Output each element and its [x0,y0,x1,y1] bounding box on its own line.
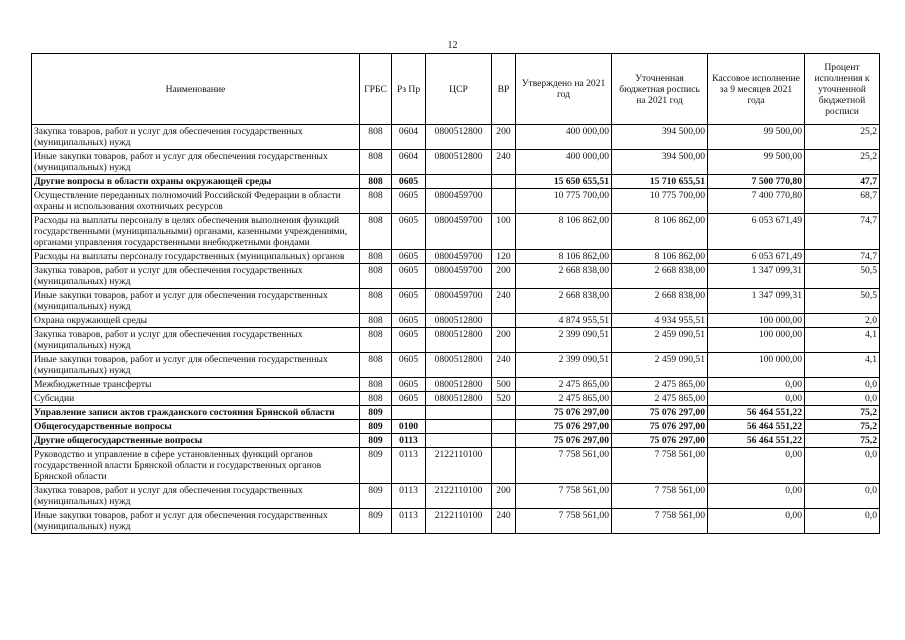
cell-rzpr: 0605 [392,378,426,392]
cell-vr [492,420,516,434]
cell-revised: 4 934 955,51 [612,314,708,328]
cell-cash: 7 500 770,80 [708,175,805,189]
header-vr: ВР [492,54,516,125]
cell-csr: 0800459700 [426,189,492,214]
cell-csr: 0800512800 [426,353,492,378]
table-row [32,448,880,484]
cell-grbs: 808 [360,189,392,214]
cell-csr: 0800512800 [426,378,492,392]
header-rzpr: Рз Пр [392,54,426,125]
cell-grbs: 808 [360,264,392,289]
cell-vr [492,434,516,448]
cell-vr: 500 [492,378,516,392]
cell-csr: 0800512800 [426,392,492,406]
cell-csr [426,406,492,420]
table-row [32,420,880,434]
cell-name: Охрана окружающей среды [32,314,360,328]
cell-name: Расходы на выплаты персоналу в целях обеспечения выполнения функций государственными (муниципальными) органами, казенными учреждениями, органами управления государственными внебюджетными фондами [32,214,360,250]
cell-rzpr: 0605 [392,314,426,328]
cell-rzpr: 0113 [392,448,426,484]
table-row [32,328,880,353]
cell-name: Закупка товаров, работ и услуг для обеспечения государственных (муниципальных) нужд [32,328,360,353]
table-row [32,250,880,264]
cell-revised: 2 668 838,00 [612,264,708,289]
cell-vr: 200 [492,264,516,289]
cell-revised: 2 475 865,00 [612,378,708,392]
cell-rzpr: 0604 [392,125,426,150]
cell-percent: 68,7 [805,189,880,214]
cell-cash: 6 053 671,49 [708,250,805,264]
cell-rzpr: 0113 [392,509,426,534]
cell-name: Управление записи актов гражданского состояния Брянской области [32,406,360,420]
cell-approved: 75 076 297,00 [516,434,612,448]
cell-grbs: 808 [360,378,392,392]
cell-revised: 394 500,00 [612,125,708,150]
cell-vr: 520 [492,392,516,406]
cell-cash: 56 464 551,22 [708,420,805,434]
cell-csr: 0800459700 [426,289,492,314]
cell-approved: 10 775 700,00 [516,189,612,214]
cell-percent: 25,2 [805,125,880,150]
cell-csr: 0800512800 [426,125,492,150]
cell-cash: 0,00 [708,509,805,534]
cell-cash: 0,00 [708,392,805,406]
cell-cash: 0,00 [708,484,805,509]
cell-rzpr: 0605 [392,289,426,314]
cell-vr [492,406,516,420]
cell-name: Осуществление переданных полномочий Российской Федерации в области охраны и использования охотничьих ресурсов [32,189,360,214]
cell-approved: 15 650 655,51 [516,175,612,189]
header-csr: ЦСР [426,54,492,125]
table-body [32,125,880,534]
cell-revised: 75 076 297,00 [612,420,708,434]
cell-approved: 400 000,00 [516,125,612,150]
table-row [32,125,880,150]
cell-rzpr: 0605 [392,214,426,250]
cell-grbs: 808 [360,125,392,150]
cell-grbs: 808 [360,150,392,175]
cell-revised: 10 775 700,00 [612,189,708,214]
cell-vr: 120 [492,250,516,264]
cell-grbs: 809 [360,484,392,509]
cell-csr: 2122110100 [426,509,492,534]
cell-approved: 7 758 561,00 [516,509,612,534]
cell-cash: 1 347 099,31 [708,264,805,289]
cell-revised: 2 459 090,51 [612,353,708,378]
cell-grbs: 808 [360,353,392,378]
table-row [32,189,880,214]
cell-rzpr: 0100 [392,420,426,434]
cell-revised: 7 758 561,00 [612,509,708,534]
cell-approved: 400 000,00 [516,150,612,175]
cell-approved: 2 668 838,00 [516,289,612,314]
table-row [32,214,880,250]
cell-rzpr: 0605 [392,328,426,353]
cell-revised: 8 106 862,00 [612,250,708,264]
cell-approved: 2 668 838,00 [516,264,612,289]
table-header-row [32,54,880,125]
cell-grbs: 808 [360,289,392,314]
cell-grbs: 808 [360,175,392,189]
cell-approved: 7 758 561,00 [516,448,612,484]
cell-revised: 7 758 561,00 [612,484,708,509]
cell-vr: 200 [492,484,516,509]
cell-vr [492,314,516,328]
table-row [32,484,880,509]
cell-cash: 0,00 [708,448,805,484]
cell-revised: 2 459 090,51 [612,328,708,353]
table-row [32,314,880,328]
cell-revised: 8 106 862,00 [612,214,708,250]
cell-cash: 100 000,00 [708,353,805,378]
cell-rzpr: 0605 [392,353,426,378]
cell-vr: 200 [492,125,516,150]
table-row [32,406,880,420]
cell-percent: 4,1 [805,328,880,353]
cell-percent: 75,2 [805,420,880,434]
cell-name: Иные закупки товаров, работ и услуг для обеспечения государственных (муниципальных) нужд [32,289,360,314]
cell-approved: 7 758 561,00 [516,484,612,509]
cell-rzpr: 0113 [392,434,426,448]
cell-rzpr [392,406,426,420]
cell-cash: 0,00 [708,378,805,392]
cell-approved: 2 475 865,00 [516,378,612,392]
cell-grbs: 808 [360,392,392,406]
cell-percent: 25,2 [805,150,880,175]
cell-csr: 2122110100 [426,484,492,509]
cell-percent: 50,5 [805,289,880,314]
cell-vr: 100 [492,214,516,250]
table-row [32,378,880,392]
cell-approved: 8 106 862,00 [516,250,612,264]
cell-approved: 2 475 865,00 [516,392,612,406]
cell-csr: 0800459700 [426,264,492,289]
cell-grbs: 809 [360,406,392,420]
cell-grbs: 809 [360,448,392,484]
cell-name: Руководство и управление в сфере установленных функций органов государственной власти Брянской области и государственных органов Брянской области [32,448,360,484]
cell-approved: 2 399 090,51 [516,353,612,378]
cell-revised: 394 500,00 [612,150,708,175]
budget-table [31,53,880,534]
cell-vr [492,448,516,484]
cell-csr: 0800459700 [426,214,492,250]
cell-csr [426,434,492,448]
cell-vr [492,175,516,189]
cell-rzpr: 0605 [392,175,426,189]
cell-revised: 7 758 561,00 [612,448,708,484]
cell-cash: 6 053 671,49 [708,214,805,250]
header-name: Наименование [32,54,360,125]
cell-grbs: 808 [360,214,392,250]
cell-csr: 0800512800 [426,314,492,328]
table-row [32,175,880,189]
cell-name: Межбюджетные трансферты [32,378,360,392]
cell-revised: 2 475 865,00 [612,392,708,406]
cell-cash: 56 464 551,22 [708,406,805,420]
cell-vr: 240 [492,289,516,314]
cell-csr: 2122110100 [426,448,492,484]
cell-name: Общегосударственные вопросы [32,420,360,434]
cell-vr: 240 [492,150,516,175]
cell-rzpr: 0605 [392,392,426,406]
header-grbs: ГРБС [360,54,392,125]
cell-csr [426,420,492,434]
cell-percent: 75,2 [805,406,880,420]
cell-approved: 75 076 297,00 [516,420,612,434]
cell-csr [426,175,492,189]
cell-name: Закупка товаров, работ и услуг для обеспечения государственных (муниципальных) нужд [32,125,360,150]
cell-approved: 8 106 862,00 [516,214,612,250]
cell-name: Расходы на выплаты персоналу государственных (муниципальных) органов [32,250,360,264]
cell-name: Иные закупки товаров, работ и услуг для обеспечения государственных (муниципальных) нужд [32,509,360,534]
cell-grbs: 808 [360,250,392,264]
cell-rzpr: 0605 [392,264,426,289]
cell-revised: 2 668 838,00 [612,289,708,314]
cell-revised: 75 076 297,00 [612,406,708,420]
cell-revised: 15 710 655,51 [612,175,708,189]
cell-percent: 0,0 [805,378,880,392]
cell-rzpr: 0605 [392,189,426,214]
cell-percent: 74,7 [805,250,880,264]
cell-percent: 2,0 [805,314,880,328]
cell-rzpr: 0113 [392,484,426,509]
cell-percent: 4,1 [805,353,880,378]
cell-rzpr: 0604 [392,150,426,175]
cell-approved: 2 399 090,51 [516,328,612,353]
cell-cash: 99 500,00 [708,125,805,150]
cell-grbs: 809 [360,434,392,448]
cell-percent: 75,2 [805,434,880,448]
cell-csr: 0800512800 [426,328,492,353]
cell-name: Субсидии [32,392,360,406]
cell-approved: 4 874 955,51 [516,314,612,328]
cell-cash: 56 464 551,22 [708,434,805,448]
cell-grbs: 809 [360,509,392,534]
cell-vr [492,189,516,214]
cell-cash: 7 400 770,80 [708,189,805,214]
header-percent: Процент исполнения к уточненной бюджетной росписи [805,54,880,125]
cell-rzpr: 0605 [392,250,426,264]
table-row [32,264,880,289]
table-row [32,353,880,378]
cell-percent: 0,0 [805,448,880,484]
cell-vr: 240 [492,353,516,378]
cell-approved: 75 076 297,00 [516,406,612,420]
cell-percent: 50,5 [805,264,880,289]
cell-cash: 100 000,00 [708,328,805,353]
cell-revised: 75 076 297,00 [612,434,708,448]
cell-grbs: 809 [360,420,392,434]
table-row [32,392,880,406]
cell-name: Другие вопросы в области охраны окружающей среды [32,175,360,189]
cell-percent: 0,0 [805,392,880,406]
cell-percent: 74,7 [805,214,880,250]
table-row [32,289,880,314]
header-revised: Уточненная бюджетная роспись на 2021 год [612,54,708,125]
page-number: 12 [447,40,458,51]
cell-name: Закупка товаров, работ и услуг для обеспечения государственных (муниципальных) нужд [32,264,360,289]
cell-grbs: 808 [360,328,392,353]
cell-cash: 99 500,00 [708,150,805,175]
table-row [32,150,880,175]
cell-vr: 200 [492,328,516,353]
cell-name: Закупка товаров, работ и услуг для обеспечения государственных (муниципальных) нужд [32,484,360,509]
header-approved: Утверждено на 2021 год [516,54,612,125]
table-row [32,509,880,534]
cell-csr: 0800512800 [426,150,492,175]
cell-percent: 47,7 [805,175,880,189]
header-cash: Кассовое исполнение за 9 месяцев 2021 года [708,54,805,125]
cell-cash: 1 347 099,31 [708,289,805,314]
cell-percent: 0,0 [805,509,880,534]
cell-cash: 100 000,00 [708,314,805,328]
cell-percent: 0,0 [805,484,880,509]
cell-grbs: 808 [360,314,392,328]
cell-csr: 0800459700 [426,250,492,264]
cell-name: Иные закупки товаров, работ и услуг для обеспечения государственных (муниципальных) нужд [32,353,360,378]
cell-name: Другие общегосударственные вопросы [32,434,360,448]
cell-vr: 240 [492,509,516,534]
table-row [32,434,880,448]
cell-name: Иные закупки товаров, работ и услуг для обеспечения государственных (муниципальных) нужд [32,150,360,175]
